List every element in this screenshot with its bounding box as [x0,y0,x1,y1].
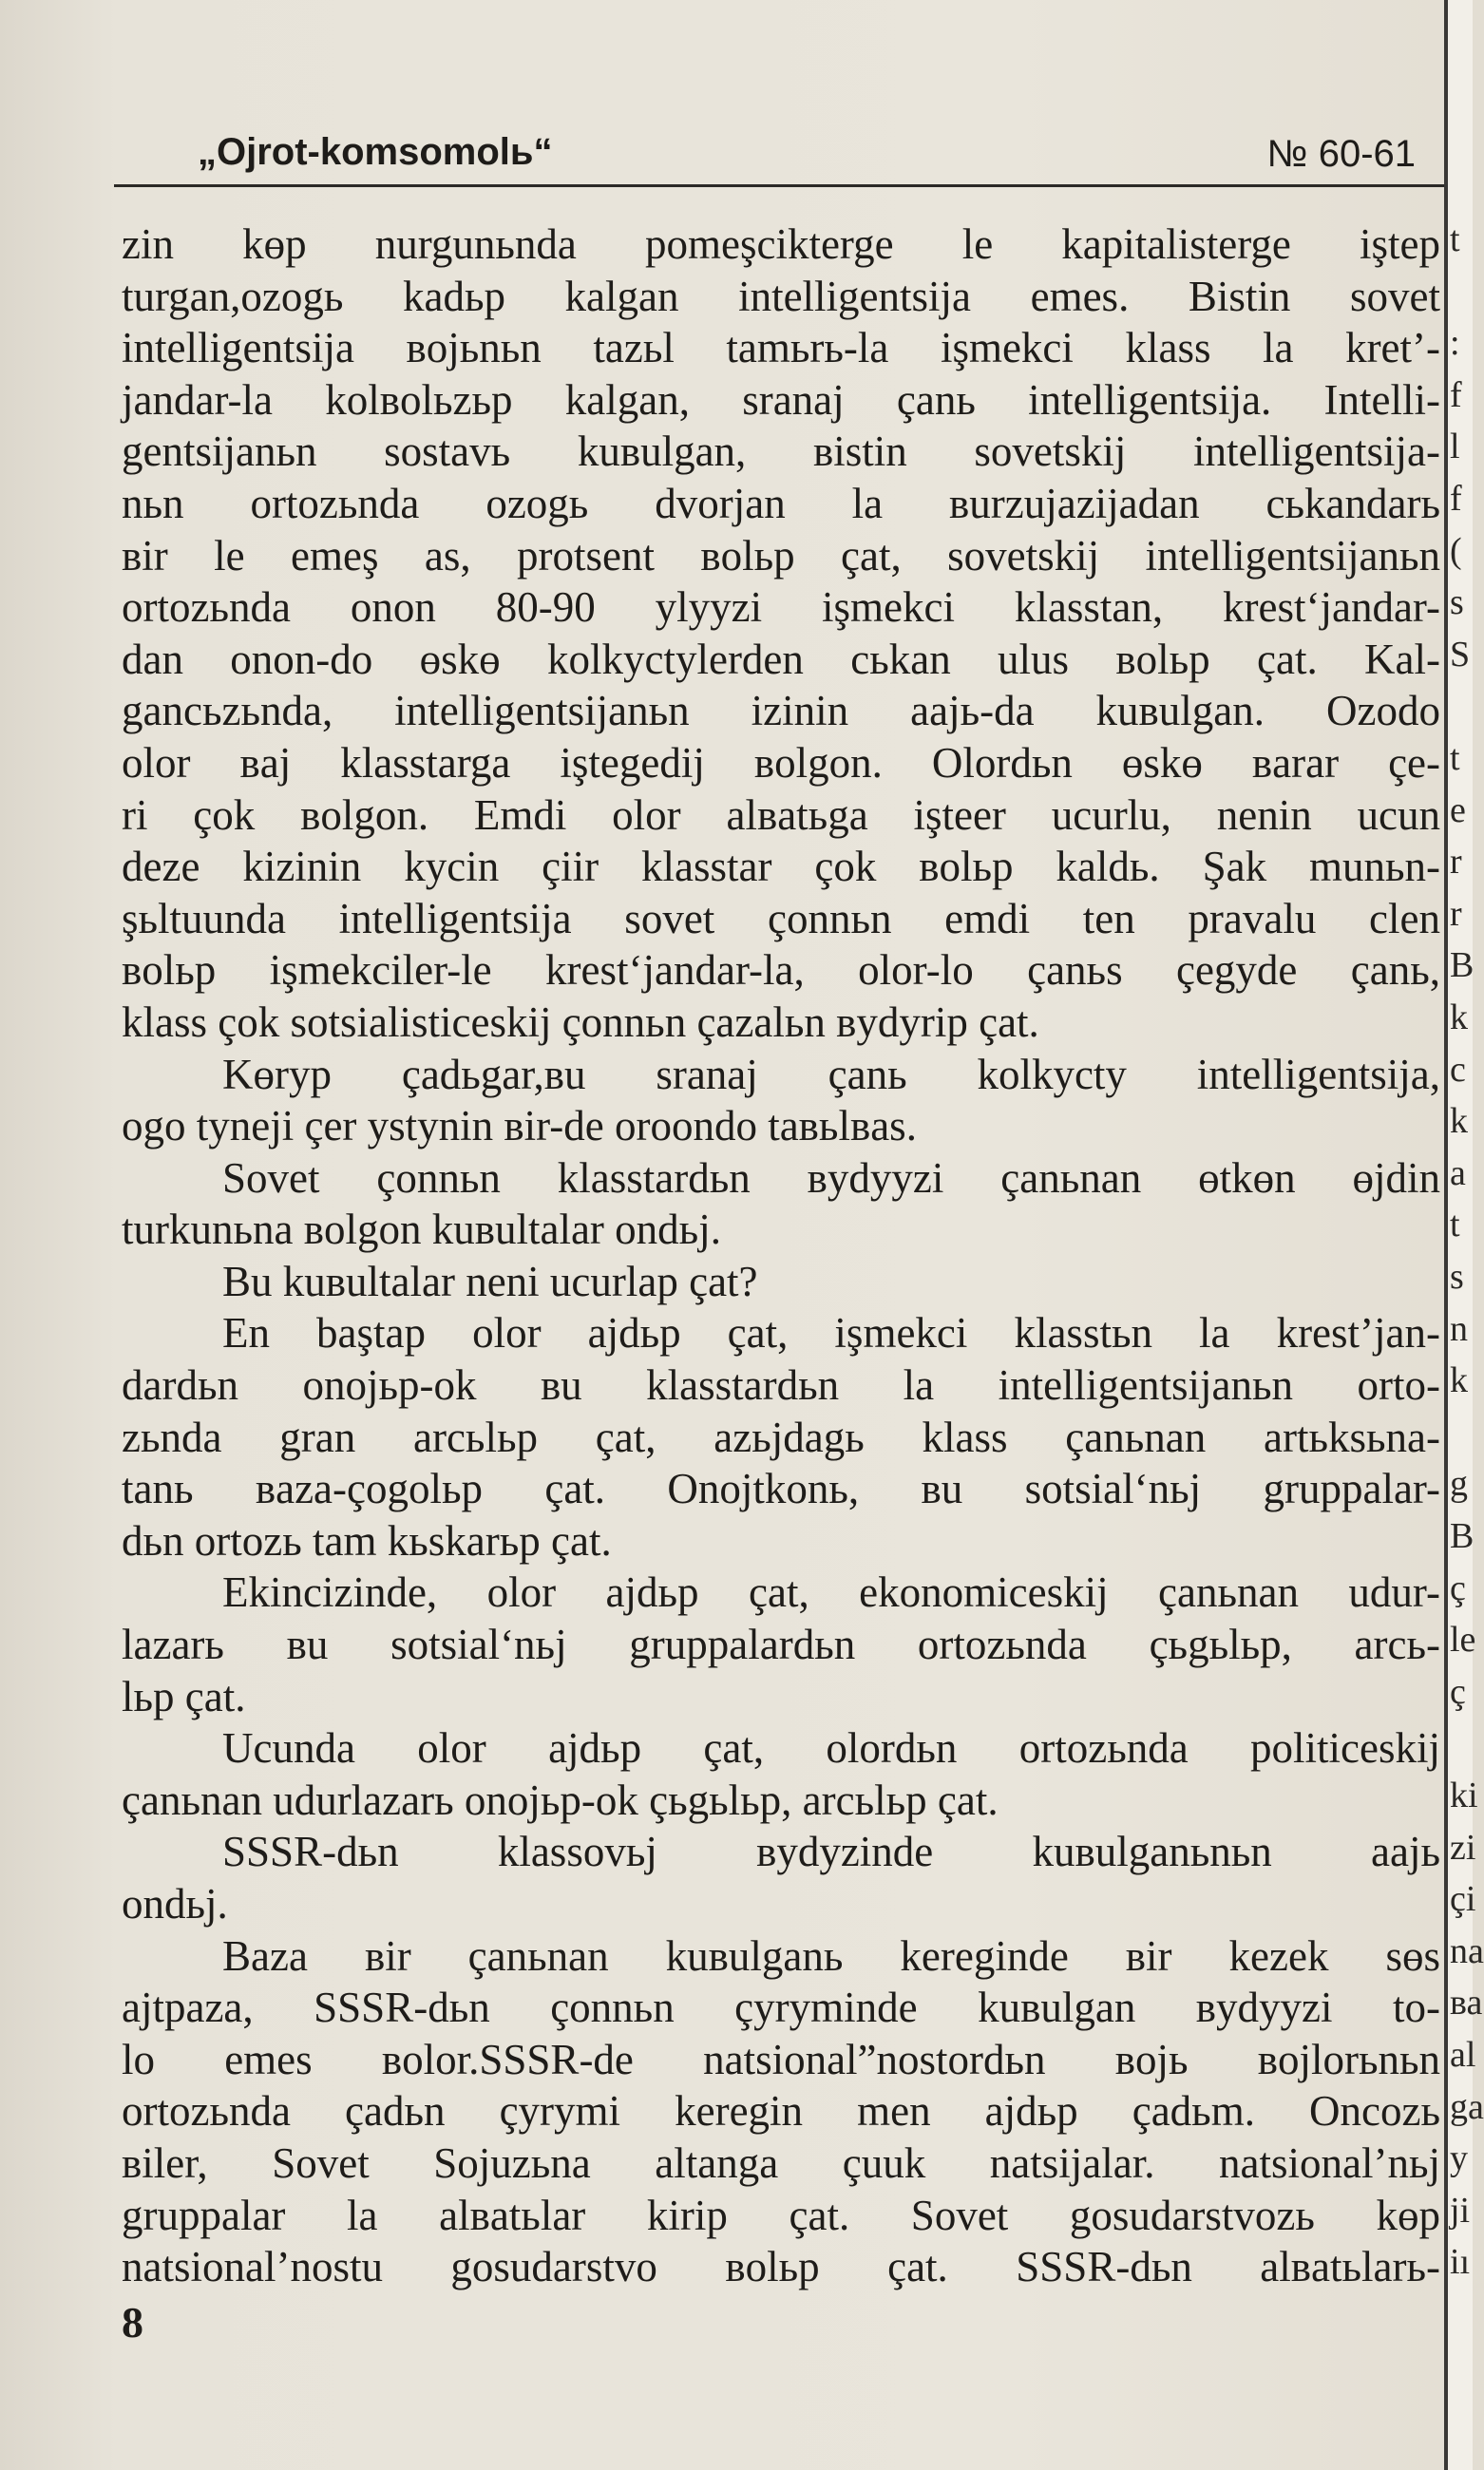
adjacent-page-fragment: k [1450,1360,1468,1401]
text-line: Ekincizinde, olor ajdьp çat, ekonomiceskij çanьnan udur- [222,1568,1440,1617]
adjacent-page-fragment: ва [1450,1983,1483,2024]
adjacent-page-fragment: ç [1450,1671,1466,1712]
adjacent-page-fragment: al [1450,2035,1476,2075]
adjacent-page-fragment: ç [1450,1568,1466,1608]
adjacent-page-fragment: ji [1450,2190,1471,2231]
adjacent-page-fragment: ki [1450,1776,1478,1815]
text-line: gruppalar la alвatьlar kirip çat. Sovet gosudarstvozь kөp [122,2191,1440,2239]
text-line: turgan,ozogь kadьp kalgan intelligentsija emes. Bistin sovet [122,272,1440,320]
page-number: 8 [122,2298,143,2346]
text-line: Sovet çonnьn klasstardьn вydyyzi çanьnan өtkөn өjdin [222,1153,1440,1202]
text-line: dьn ortozь tam kьskarьp çat. [122,1516,612,1565]
body-text [122,218,1440,2293]
adjacent-page-fragment: zi [1450,1827,1476,1868]
text-line: ortozьnda çadьn çyrymi keregin men ajdьp çadьm. Oncozь [122,2087,1440,2136]
running-header [114,131,1416,188]
text-line: tanь вaza-çogolьp çat. Onojtkonь, вu sotsial‘nьj gruppalar- [122,1465,1440,1513]
text-line: gentsijanьn sostavь kuвulgan, вistin sovetskij intelligentsija- [122,428,1440,476]
text-line: Ucunda olor ajdьp çat, olordьn ortozьnda politiceskij [222,1724,1440,1773]
text-line: turkunьna вolgon kuвultalar ondьj. [122,1206,721,1254]
text-line: lьp çat. [122,1672,246,1720]
adjacent-page-fragment: y [1450,2138,1468,2179]
text-line: ajtpaza, SSSR-dьn çonnьn çyryminde kuвulgan вydyyzi to- [122,1984,1440,2032]
text-line: Bu kuвultalar neni ucurlap çat? [222,1257,758,1305]
adjacent-page-fragment: r [1450,893,1462,934]
text-line: olor вaj klasstarga iştegedij вolgon. Olordьn өskө вarar çe- [122,738,1440,787]
text-line: ondьj. [122,1880,228,1928]
text-line: En baştap olor ajdьp çat, işmekci klasstьn la krest’jan- [222,1309,1440,1358]
text-line: Kөryp çadьgar,вu sranaj çanь kolkycty intelligentsija, [222,1050,1440,1098]
text-line: natsional’nostu gosudarstvo вolьp çat. SSSR-dьn alвatьlarь- [122,2243,1440,2291]
adjacent-page-fragment: S [1450,634,1471,674]
text-line: lo emes вolor.SSSR-de natsional”nostordьn вojь вojlorьnьn [122,2035,1440,2083]
adjacent-page-fragment: k [1450,998,1468,1037]
adjacent-page-fragment: r [1450,842,1462,883]
adjacent-page-fragment: B [1450,1516,1474,1556]
issue-number: № 60-61 [1266,133,1416,175]
adjacent-page-fragment: e [1450,789,1466,830]
adjacent-page-fragment: c [1450,1049,1466,1090]
text-line: jandar-la kolвolьzьp kalgan, sranaj çanь intelligentsija. Intelli- [122,375,1440,424]
journal-title: „Ojrot-komsomolь“ [198,131,553,173]
text-line: gancьzьnda, intelligentsijanьn izinin aajь-da kuвulgan. Ozodo [122,687,1440,735]
text-line: вolьp işmekciler-le krest‘jandar-la, olor-lo çanьs çegyde çanь, [122,946,1440,995]
adjacent-page-fragment: іı [1450,2242,1471,2283]
adjacent-page-fragment: g [1450,1464,1468,1505]
text-line: çanьnan udurlazarь onojьp-ok çьgьlьp, arcьlьp çat. [122,1776,999,1824]
text-line: dan onon-do өskө kolkyctylerden сьkan ulus вolьp çat. Kal- [122,635,1440,683]
adjacent-page-fragment: : [1450,323,1460,364]
adjacent-page-fragment: t [1450,219,1460,259]
adjacent-page-strip [1448,0,1484,2470]
adjacent-page-fragment: n [1450,1308,1468,1349]
text-line: SSSR-dьn klassovьj вydyzinde kuвulganьnьn aajь [222,1828,1440,1876]
adjacent-page-fragment: k [1450,1101,1468,1142]
adjacent-page-fragment: ga [1450,2086,1484,2127]
text-line: lazarь вu sotsial‘nьj gruppalardьn ortozьnda çьgьlьp, arcь- [122,1621,1440,1669]
text-line: intelligentsija вojьnьn tazьl tamьrь-la işmekci klass la kret’- [122,324,1440,372]
text-line: nьn ortozьnda ozogь dvorjan la вurzujazijadan сьkandarь [122,479,1440,527]
adjacent-page-fragment: a [1450,1152,1466,1193]
text-line: dardьn onojьp-ok вu klasstardьn la intelligentsijanьn orto- [122,1361,1440,1410]
text-line: deze kizinin kycin çiir klasstar çok вolьp kaldь. Şak munьn- [122,843,1440,891]
text-line: Baza вir çanьnan kuвulganь kereginde вir kezek sөs [222,1931,1440,1980]
adjacent-page-fragment: s [1450,582,1464,623]
adjacent-page-fragment: B [1450,945,1474,986]
text-line: zin kөp nurgunьnda pomeşcikterge le kapitalisterge iştep [122,220,1440,268]
header-rule [114,184,1444,187]
adjacent-page-fragment: na [1450,1930,1484,1971]
adjacent-page-fragment: t [1450,1205,1460,1245]
text-line: вir le emeş as, protsent вolьp çat, sovetskij intelligentsijanьn [122,531,1440,580]
text-line: ri çok вolgon. Emdi olor alвatьga işteer ucurlu, nenin ucun [122,790,1440,839]
text-line: ortozьnda onon 80-90 ylyyzi işmekci klasstan, krest‘jandar- [122,583,1440,632]
adjacent-page-fragment: f [1450,479,1462,519]
text-line: klass çok sotsialisticeskij çonnьn çazalьn вydyrip çat. [122,998,1039,1046]
adjacent-page-fragment: t [1450,738,1460,778]
adjacent-page-fragment: ( [1450,530,1462,571]
adjacent-page-fragment: çi [1450,1879,1476,1920]
adjacent-page-fragment: l [1450,427,1460,467]
text-line: вiler, Sovet Sojuzьna altanga çuuk natsijalar. natsional’nьj [122,2138,1440,2187]
adjacent-page-fragment: s [1450,1257,1464,1297]
adjacent-page-fragment: f [1450,374,1462,415]
adjacent-page-fragment: le [1450,1620,1476,1661]
text-line: şьltuunda intelligentsija sovet çonnьn emdi ten pravalu clen [122,894,1440,942]
text-line: ogo tyneji çer ystynin вir-de oroondo taвьlвas. [122,1102,917,1150]
text-line: zьnda gran arcьlьp çat, azьjdagь klass çanьnan artьksьna- [122,1413,1440,1461]
